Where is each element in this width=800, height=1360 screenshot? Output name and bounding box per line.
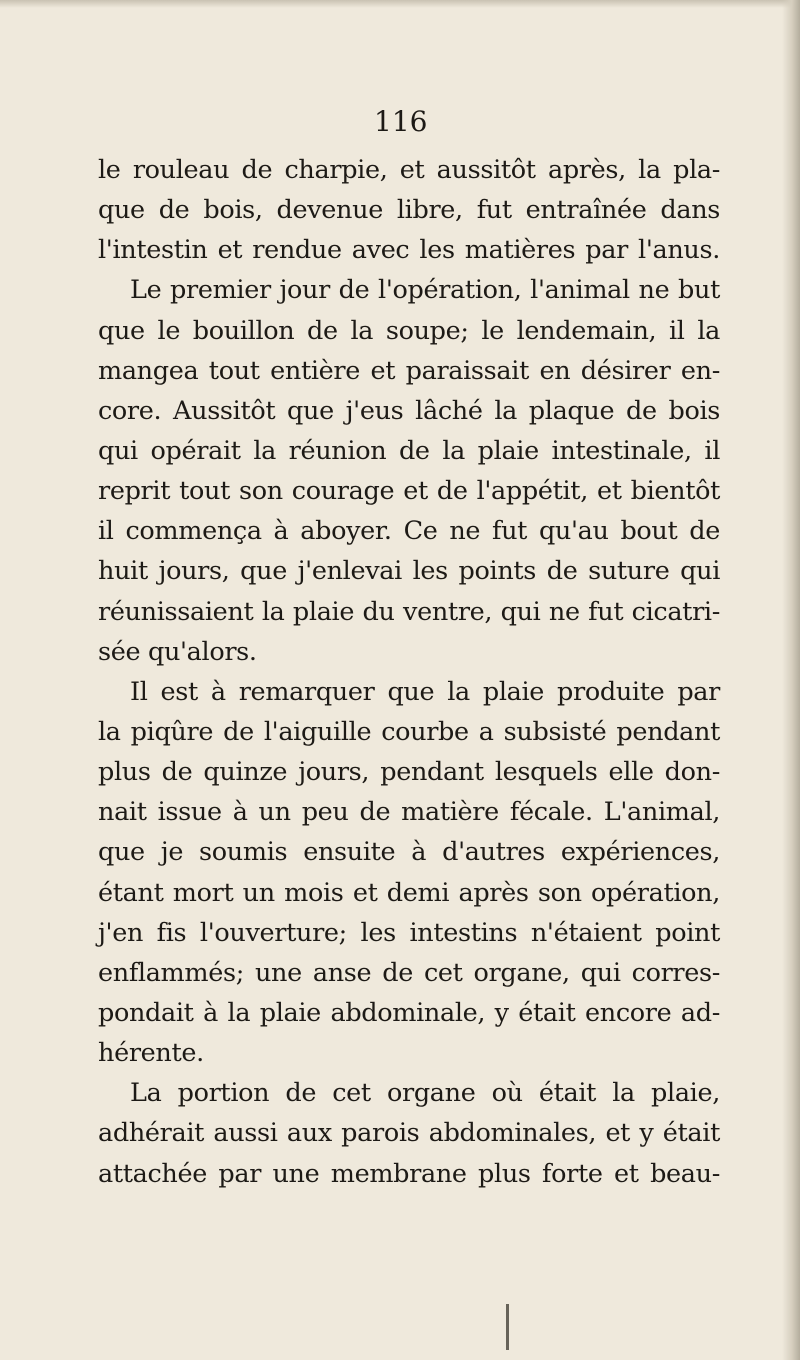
text-line: huit jours, que j'enlevai les points de suture qui [98,556,720,587]
text-line: core. Aussitôt que j'eus lâché la plaque de bois [98,395,720,426]
text-line: réunissaient la plaie du ventre, qui ne fut cicatri- [98,596,720,627]
page-number: 116 [374,105,428,138]
text-line: que je soumis ensuite à d'autres expériences, [98,837,720,868]
text-line: le rouleau de charpie, et aussitôt après, la pla- [98,155,720,185]
text-line: mangea tout entière et paraissait en désirer en- [98,355,720,386]
paragraph-end-line: hérente. [98,1038,204,1069]
text-line: j'en fis l'ouverture; les intestins n'étaient point [98,917,720,948]
text-line: que le bouillon de la soupe; le lendemain, il la [98,315,720,346]
top-edge-shadow [0,0,800,8]
text-line: nait issue à un peu de matière fécale. L'animal, [98,797,720,828]
text-line: adhérait aussi aux parois abdominales, et y était [98,1118,720,1149]
text-line: il commença à aboyer. Ce ne fut qu'au bout de [98,516,720,547]
text-line: l'intestin et rendue avec les matières par l'anus. [98,235,720,266]
ink-mark [506,1304,509,1350]
text-line: reprit tout son courage et de l'appétit, et bientôt [98,476,720,507]
paragraph-start-line: Il est à remarquer que la plaie produite par [130,676,720,707]
text-line: que de bois, devenue libre, fut entraînée dans [98,195,720,226]
text-line: la piqûre de l'aiguille courbe a subsisté pendant [98,716,720,747]
text-line: pondait à la plaie abdominale, y était encore ad- [98,997,720,1028]
paragraph-start-line: Le premier jour de l'opération, l'animal ne but [130,275,720,306]
paragraph-end-line: sée qu'alors. [98,636,257,667]
page-edge [782,0,800,1360]
text-line: qui opérait la réunion de la plaie intestinale, il [98,435,720,466]
text-line: plus de quinze jours, pendant lesquels elle don- [98,757,720,788]
body-text [98,150,720,1194]
text-line: étant mort un mois et demi après son opération, [98,877,720,908]
text-line: attachée par une membrane plus forte et beau- [98,1158,720,1189]
paragraph-start-line: La portion de cet organe où était la plaie, [130,1078,720,1109]
text-line: enflammés; une anse de cet organe, qui corres- [98,957,720,988]
